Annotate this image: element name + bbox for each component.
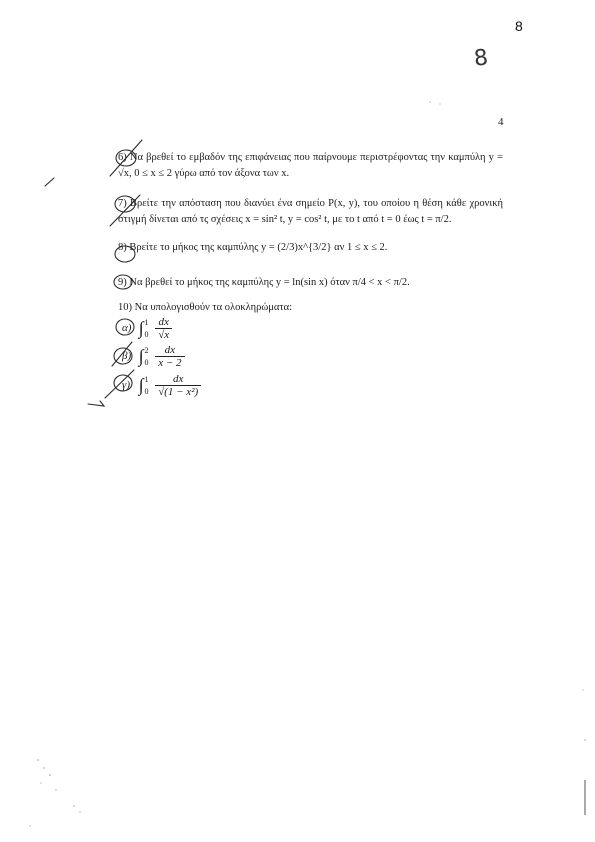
arrow-mark: [88, 401, 104, 406]
integral-c-denominator: √(1 − x²): [158, 386, 199, 398]
problem-10-label: 10): [118, 302, 132, 313]
integral-c-numerator: dx: [155, 373, 201, 386]
problem-9-label: 9): [118, 277, 127, 288]
integral-sign-icon: ∫: [138, 346, 144, 366]
check-mark-7: [110, 195, 140, 226]
integral-sign-icon: ∫: [138, 375, 144, 395]
circle-mark-9: [114, 275, 132, 289]
integral-c-label: γ): [122, 379, 130, 392]
circle-mark-a: [116, 319, 134, 335]
integral-a-upper: 1: [144, 317, 149, 327]
integral-c-upper: 1: [144, 374, 149, 384]
scan-noise: [29, 101, 585, 826]
problem-8-label: 8): [118, 242, 127, 253]
integral-b-lower: 0: [144, 357, 149, 367]
problem-7-label: 7): [118, 198, 127, 209]
problem-8-text: Βρείτε το μήκος της καμπύλης y = (2/3)x^{3/2} αν 1 ≤ x ≤ 2.: [129, 242, 388, 253]
integral-b-numerator: dx: [155, 344, 184, 357]
integral-b-label: β): [122, 350, 132, 363]
check-mark-6: [110, 140, 142, 176]
circle-mark-b: [114, 348, 132, 364]
problem-6-text: Να βρεθεί το εμβαδόν της επιφάνειας που παίρνουμε περιστρέφοντας την καμπύλη y = √x, 0 ≤ x ≤ 2 γύρω από τον άξονα των x.: [118, 152, 503, 179]
circle-mark-c: [114, 375, 132, 391]
margin-tick-1: [45, 178, 54, 186]
problem-9-text: Να βρεθεί το μήκος της καμπύλης y = ln(sin x) όταν π/4 < x < π/2.: [129, 277, 410, 288]
handwritten-mark: 8: [472, 45, 490, 72]
integral-b-denominator: x − 2: [158, 357, 182, 369]
integral-c-lower: 0: [144, 386, 149, 396]
problem-6-label: 6): [118, 152, 127, 163]
printed-page-number: 4: [498, 116, 504, 128]
problem-10-text: Να υπολογισθούν τα ολοκληρώματα:: [134, 302, 293, 313]
integral-a-numerator: dx: [155, 316, 172, 329]
integral-sign-icon: ∫: [138, 318, 144, 338]
integral-a-label: α): [122, 322, 132, 335]
integral-a-lower: 0: [144, 329, 149, 339]
integral-a-denominator: √x: [158, 329, 170, 341]
integral-b-upper: 2: [144, 345, 149, 355]
page-number: 8: [515, 18, 523, 34]
problem-7-text: Βρείτε την απόσταση που διανύει ένα σημείο P(x, y), του οποίου η θέση κάθε χρονική στιγμή δίνεται από τς σχέσεις x = sin² t, y = cos² t, με το t από t = 0 έως t = π/2.: [118, 198, 504, 225]
check-mark-c: [105, 370, 134, 398]
circle-mark-8: [115, 246, 135, 262]
